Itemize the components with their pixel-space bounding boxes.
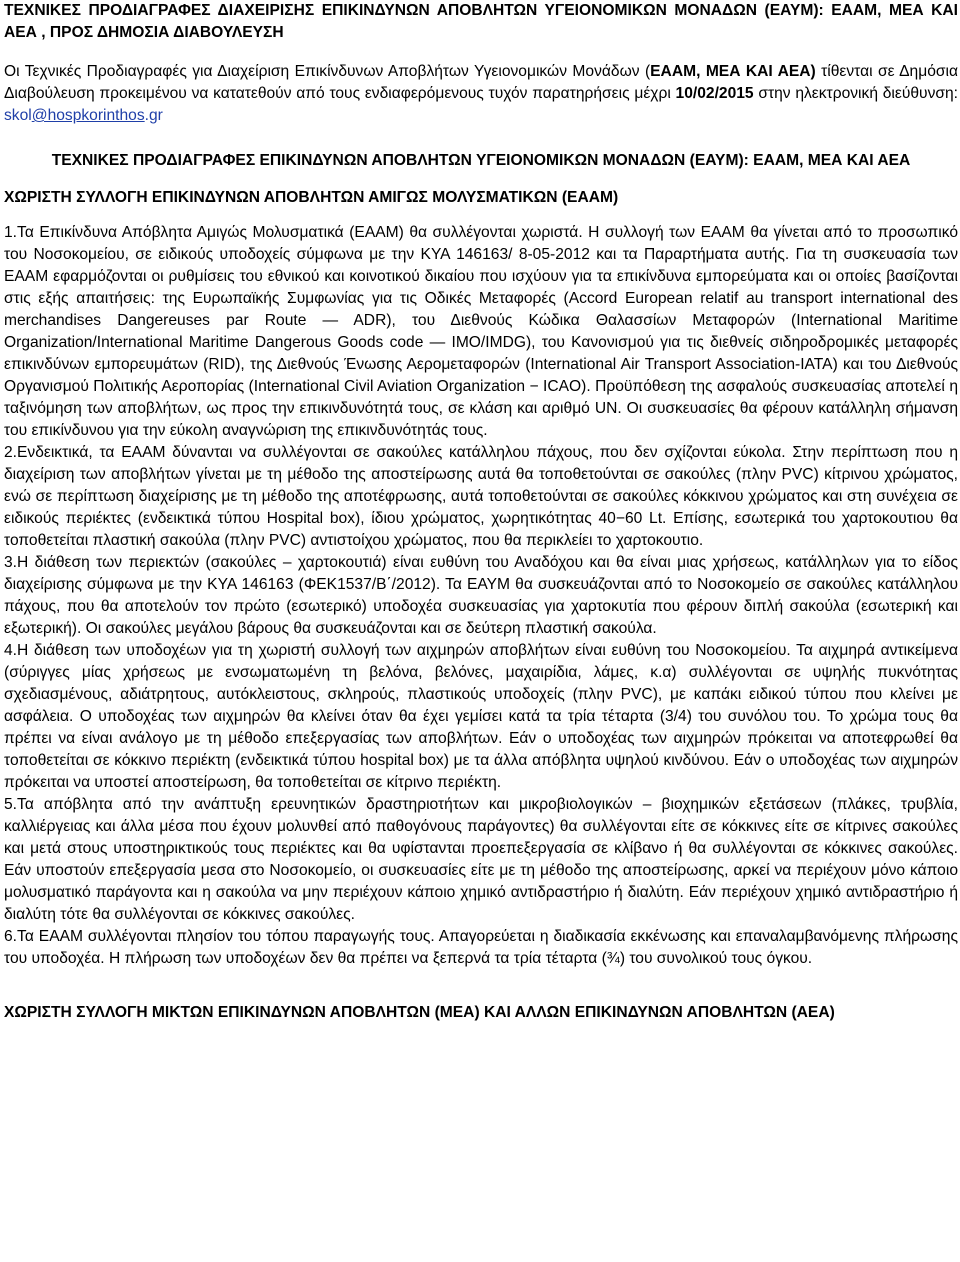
- numbered-list: [4, 222, 958, 970]
- list-item-number: 3.: [4, 554, 18, 571]
- list-item-text: Τα απόβλητα από την ανάπτυξη ερευνητικών δραστηριοτήτων και μικροβιολογικών – βιοχημικών εξετάσεων (πλάκες, τρυβλία, καλλιέργειας και άλλα μέσα που έχουν μολυνθεί από παθογόνους παράγοντες) θα συλλέγονται είτε σε κόκκινες είτε σε κίτρινες σακούλες και μετά στους υποστηρικτικούς τους περιέκτες και θα υφίστανται προεπεξεργασία σε κλίβανο ή θα συλλέγονται σε κόκκινες σακούλες. Εάν υποστούν επεξεργασία μεσα στο Νοσοκομείο, οι συσκευασίες είτε με τη μέθοδο της αποστείρωσης, αρκεί να περιέχουν μόνο κάποιο μολυσματικό παράγοντα και η σακούλα να μην περιέχουν κάποιο χημικό αντιδραστήριο ή διαλύτη. Εάν περιέχουν χημικό αντιδραστήριο ή διαλύτη τότε θα συλλέγονται σε κόκκινες σακούλες.: [4, 796, 958, 923]
- email-suffix: .gr: [144, 107, 163, 124]
- intro-bold-1: ΕΑΑΜ, ΜΕΑ ΚΑΙ ΑΕΑ): [650, 63, 816, 80]
- list-item-text: Ενδεικτικά, τα ΕΑΑΜ δύνανται να συλλέγονται σε σακούλες κατάλληλου πάχους, που δεν σχίζονται εύκολα. Στην περίπτωση που η διαχείριση των αποβλήτων γίνεται με τη μέθοδο της αποστείρωσης αυτά θα τοποθετούνται σε σακούλες (πλην PVC) κίτρινου χρώματος, ενώ σε περίπτωση διαχείρισης με τη μέθοδο της αποτέφρωσης, αυτά τοποθετούνται σε σακούλες κόκκινου χρώματος και στη συνέχεια σε ειδικούς περιέκτες (ενδεικτικά τύπου Hospital box), ίδιου χρώματος, χωρητικότητας 40−60 Lt. Επίσης, εσωτερικά του χαρτοκουτιου θα τοποθετείται πλαστική σακούλα (πλην PVC) αντιστοίχου χρώματος, που θα περικλείει το χαρτοκουτιο.: [4, 444, 958, 549]
- main-heading: ΤΕΧΝΙΚΕΣ ΠΡΟΔΙΑΓΡΑΦΕΣ ΕΠΙΚΙΝΔΥΝΩΝ ΑΠΟΒΛΗΤΩΝ ΥΓΕΙΟΝΟΜΙΚΩΝ ΜΟΝΑΔΩΝ (ΕΑΥΜ): ΕΑΑΜ, ΜΕΑ ΚΑΙ ΑΕΑ: [51, 152, 911, 169]
- list-item: [4, 926, 958, 970]
- list-item-text: Τα ΕΑΑΜ συλλέγονται πλησίον του τόπου παραγωγής τους. Απαγορεύεται η διαδικασία εκκένωσης και επαναλαμβανόμενης πλήρωσης του υποδοχέα. Η πλήρωση των υποδοχέων δεν θα πρέπει να ξεπερνά τα τρία τέταρτα (¾) του συνολικού τους όγκου.: [4, 928, 958, 967]
- list-item-number: 4.: [4, 642, 18, 659]
- email-prefix: skol: [4, 107, 32, 124]
- intro-text-2: τίθενται σε Δημόσια Διαβούλευση προκειμένου να κατατεθούν από τους ενδιαφερόμενους τυχόν παρατηρήσεις μέχρι: [4, 63, 958, 102]
- section-heading-eaam: ΧΩΡΙΣΤΗ ΣΥΛΛΟΓΗ ΕΠΙΚΙΝΔΥΝΩΝ ΑΠΟΒΛΗΤΩΝ ΑΜΙΓΩΣ ΜΟΛΥΣΜΑΤΙΚΩΝ (ΕΑΑΜ): [4, 189, 619, 206]
- list-item: [4, 794, 958, 926]
- list-item: [4, 640, 958, 794]
- list-item: [4, 552, 958, 640]
- list-item: [4, 442, 958, 552]
- email-domain: @hospkorinthos: [31, 107, 145, 124]
- list-item-number: 2.: [4, 444, 18, 461]
- intro-text-1: Οι Τεχνικές Προδιαγραφές για Διαχείριση Επικίνδυνων Αποβλήτων Υγειονομικών Μονάδων (: [4, 63, 651, 80]
- section-heading-mea-aea: ΧΩΡΙΣΤΗ ΣΥΛΛΟΓΗ ΜΙΚΤΩΝ ΕΠΙΚΙΝΔΥΝΩΝ ΑΠΟΒΛΗΤΩΝ (ΜΕΑ) ΚΑΙ ΑΛΛΩΝ ΕΠΙΚΙΝΔΥΝΩΝ ΑΠΟΒΛΗΤΩΝ (ΑΕΑ): [4, 1004, 835, 1021]
- list-item: [4, 222, 958, 442]
- document-title: ΤΕΧΝΙΚΕΣ ΠΡΟΔΙΑΓΡΑΦΕΣ ΔΙΑΧΕΙΡΙΣΗΣ ΕΠΙΚΙΝΔΥΝΩΝ ΑΠΟΒΛΗΤΩΝ ΥΓΕΙΟΝΟΜΙΚΩΝ ΜΟΝΑΔΩΝ (ΕΑΥΜ): ΕΑΑΜ, ΜΕΑ ΚΑΙ ΑΕΑ , ΠΡΟΣ ΔΗΜΟΣΙΑ ΔΙΑΒΟΥΛΕΥΣΗ: [4, 2, 958, 41]
- list-item-text: Η διάθεση των υποδοχέων για τη χωριστή συλλογή των αιχμηρών αποβλήτων είναι ευθύνη του Νοσοκομείου. Τα αιχμηρά αντικείμενα (σύριγγες μίας χρήσεως με ενσωματωμένη τη βελόνα, βελόνες, μαχαιρίδια, λάμες, κ.α) συλλέγονται σε υψηλής πυκνότητας σχεδιασμένους, αδιάτρητους, αυτόκλειστους, σκληρούς, πλαστικούς υποδοχείς (πλην PVC), με καπάκι ειδικού τύπου που κλείνει με ασφάλεια. Ο υποδοχέας των αιχμηρών θα κλείνει όταν θα έχει γεμίσει κατά τα τρία τέταρτα (3/4) του συνόλου του. Το χρώμα τους θα πρέπει να είναι ανάλογο με τη μέθοδο επεξεργασίας των αποβλήτων. Εάν ο υποδοχέας των αιχμηρών πρόκειται να αποτεφρωθεί θα τοποθετείται σε κόκκινο περιέκτη (ενδεικτικά τύπου hospital box) με τα άλλα απόβλητα υψηλού κινδύνου. Εάν ο υποδοχέας των αιχμηρών πρόκειται να υποστεί αποστείρωση, θα τοποθετείται σε κίτρινο περιέκτη.: [4, 642, 958, 791]
- list-item-text: Η διάθεση των περιεκτών (σακούλες – χαρτοκουτιά) είναι ευθύνη του Αναδόχου και θα είναι μιας χρήσεως, κατάλληλων για το είδος διαχείρισης σύμφωνα με την ΚΥΑ 146163 (ΦΕΚ1537/Β΄/2012). Τα ΕΑΥΜ θα συσκευάζονται από το Νοσοκομείο σε σακούλες κατάλληλου πάχους, που θα αποτελούν τον πρώτο (εσωτερικό) υποδοχέα συσκευασίας για χαρτοκυτία που φέρουν διπλή σακούλα (εσωτερική και εξωτερική). Οι σακούλες μεγάλου βάρους θα συσκευάζονται και σε δεύτερη πλαστική σακούλα.: [4, 554, 958, 637]
- list-item-number: 5.: [4, 796, 18, 813]
- email-link[interactable]: [4, 107, 163, 124]
- intro-paragraph: [4, 61, 958, 127]
- list-item-number: 6.: [4, 928, 18, 945]
- list-item-number: 1.: [4, 224, 18, 241]
- intro-text-3: στην ηλεκτρονική διεύθυνση:: [753, 85, 958, 102]
- list-item-text: Τα Επικίνδυνα Απόβλητα Αμιγώς Μολυσματικά (ΕΑΑΜ) θα συλλέγονται χωριστά. Η συλλογή των ΕΑΑΜ θα γίνεται από το προσωπικό του Νοσοκομείου, σε ειδικούς υποδοχείς σύμφωνα με την ΚΥΑ 146163/ 8-05-2012 και τα Παραρτήματα αυτής. Για τη συσκευασία των ΕΑΑΜ εφαρμόζονται οι ρυθμίσεις του εθνικού και κοινοτικού δικαίου που ισχύουν για τα επικίνδυνα εμπορεύματα και οι οποίες βασίζονται στις εξής απαιτήσεις: της Ευρωπαϊκής Συμφωνίας για τις Οδικές Μεταφορές (Accord European relatif au transport international des merchandises Dangereuses par Route — ADR), του Διεθνούς Κώδικα Θαλασσίων Μεταφορών (International Maritime Organization/International Maritime Dangerous Goods code — IMO/IMDG), του Κανονισμού για τις διεθνείς σιδηροδρομικές μεταφορές επικινδύνων εμπορευμάτων (RID), της Διεθνούς Ένωσης Αερομεταφορών (International Air Transport Association-IATA) και του Διεθνούς Οργανισμού Πολιτικής Αεροπορίας (International Civil Aviation Organization − ICAO). Προϋπόθεση της ασφαλούς συσκευασίας αποτελεί η ταξινόμηση των αποβλήτων, ως προς την επικινδυνότητά τους, σε κλάση και αριθμό UN. Οι συσκευασίες θα φέρουν κατάλληλη σήμανση του επικίνδυνου για την εύκολη αναγνώριση της επικινδυνότητάς τους.: [4, 224, 958, 439]
- intro-deadline-date: 10/02/2015: [675, 85, 754, 102]
